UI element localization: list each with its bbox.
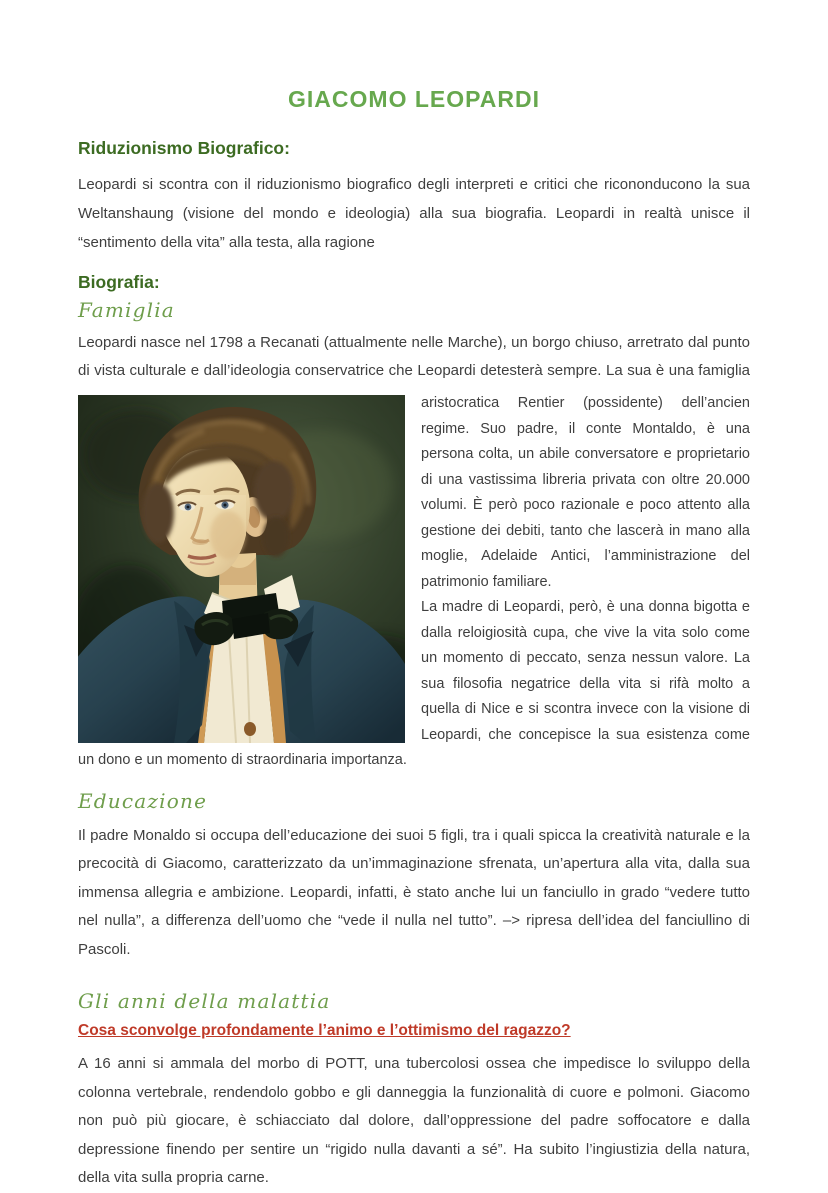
- paragraph-malattia: A 16 anni si ammala del morbo di POTT, una tubercolosi ossea che impedisce lo sviluppo della colonna vertebrale, rendendolo gobbo e gli danneggia la funzionalità di cuore e polmoni. Giacomo non può più giocare, è schiacciato dal dolore, dall’oppressione del padre soffocatore e dalla depressione finendo per sentire un “rigido nulla davanti a sé”. Ha subito l’ingiustizia della natura, della vita sulla propria carne.: [78, 1055, 750, 1186]
- heading-biografia: Biografia:: [78, 272, 160, 292]
- paragraph-famiglia-beside-image-1: aristocratica Rentier (possidente) dell’ancien regime. Suo padre, il conte Montaldo, è una persona colta, un abile conversatore e proprietario di una vastissima libreria privata con oltre 20.000 volumi. È però poco razionale e poco attento alla gestione dei debiti, tanto che lascerà in mano alla moglie, Adelaide Antici, l’amministrazione del patrimonio familiare.: [421, 395, 750, 590]
- famiglia-image-text-wrap: [78, 391, 750, 774]
- heading-educazione: Educazione: [78, 788, 208, 813]
- heading-famiglia: Famiglia: [78, 298, 175, 322]
- paragraph-famiglia-intro: Leopardi nasce nel 1798 a Recanati (attualmente nelle Marche), un borgo chiuso, arretrato dal punto di vista culturale e dall’ideologia conservatrice che Leopardi detesterà sempre. La sua è una famiglia: [78, 334, 750, 379]
- page-title: GIACOMO LEOPARDI: [288, 86, 540, 112]
- paragraph-riduzionismo: Leopardi si scontra con il riduzionismo biografico degli interpreti e critici che ricononducono la sua Weltanshaung (visione del mondo e ideologia) alla sua biografia. Leopardi in realtà unisce il “sentimento della vita” alla testa, alla ragione: [78, 176, 750, 251]
- paragraph-educazione: Il padre Monaldo si occupa dell’educazione dei suoi 5 figli, tra i quali spicca la creatività naturale e la precocità di Giacomo, caratterizzato da un’immaginazione sfrenata, un’apertura alla vita, dalla sua immensa allegria e ambizione. Leopardi, infatti, è stato anche lui un fanciullo in grado “vedere tutto nel nulla”, a differenza dell’uomo che “vede il nulla nel tutto”. –> ripresa dell’idea del fanciullino di Pascoli.: [78, 826, 750, 958]
- leopardi-portrait-image: [78, 395, 405, 743]
- leopardi-portrait-painting: [78, 395, 405, 743]
- heading-riduzionismo-biografico: Riduzionismo Biografico:: [78, 138, 290, 158]
- paragraph-famiglia-beside-image-2: La madre di Leopardi, però, è una donna bigotta e dalla reloigiosità cupa, che vive la vita solo come un momento di peccato, senza nessun valore. La sua filosofia negatrice della vita si rifà molto a quella di Nice e si scontra invece con la visione di Leopardi, che concepisce la sua esistenza come un dono e un momento di straordinaria importanza.: [78, 599, 750, 768]
- section-riduzionismo-biografico: [78, 137, 750, 257]
- section-biografia: [78, 271, 750, 1193]
- heading-gli-anni-della-malattia: Gli anni della malattia: [78, 989, 331, 1013]
- question-red-underlined: Cosa sconvolge profondamente l’animo e l’ottimismo del ragazzo?: [78, 1022, 571, 1039]
